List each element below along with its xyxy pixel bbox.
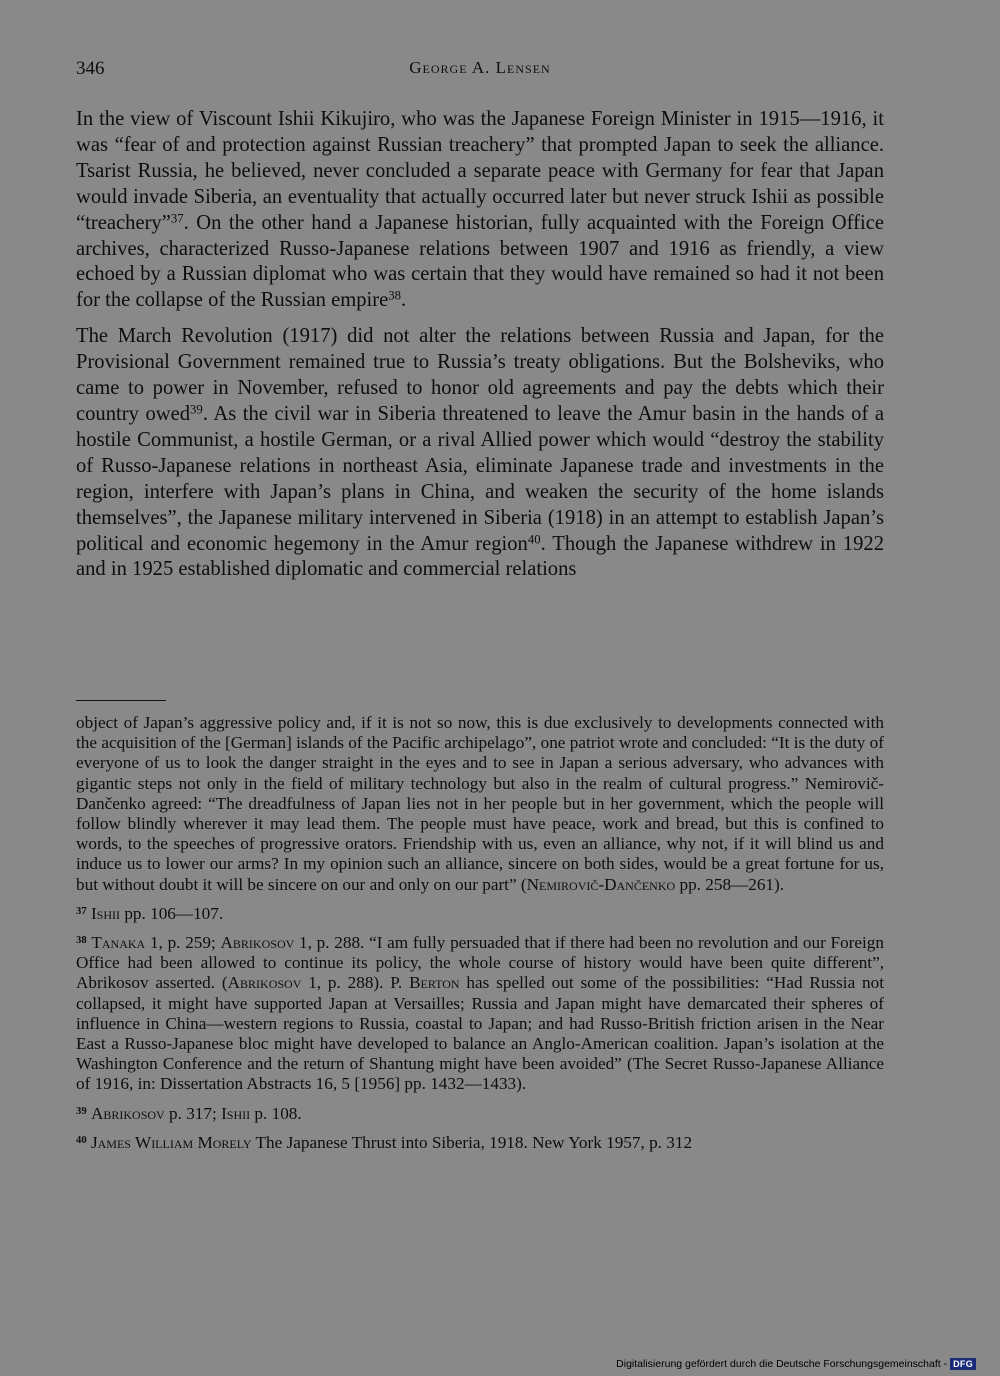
author-name: Tanaka [91, 933, 146, 953]
text-span: p. 317; [164, 1103, 222, 1123]
author-name: James William Morely [90, 1132, 252, 1152]
author-name: Ishii [90, 903, 121, 923]
text-span: In the view of Viscount Ishii Kikujiro, who was the Japanese Foreign Minister in 1915—1916, it was “fear of and protection against Russian treachery” that prompted Japan to seek the alliance. Tsarist Russia, he believed, never concluded a separate peace with Germany for fear that Japan would invade Siberia, an eventuality that actually occurred later but never struck Ishii as possible “treachery” [76, 108, 884, 234]
author-name: Abrikosov [227, 973, 302, 993]
text-span: pp. 258—261). [675, 874, 785, 894]
text-span: . On the other hand a Japanese historian, fully acquainted with the Foreign Office archives, characterized Russo-Japanese relations between 1907 and 1916 as friendly, a view echoed by a Russian diplomat who was certain that they would have remained so had it not been for the collapse of the Russian empire [76, 211, 884, 312]
text-span: 1, p. 259; [145, 933, 221, 953]
text-span: p. 108. [250, 1103, 302, 1123]
footnote-40 [76, 1133, 884, 1153]
page-number: 346 [76, 58, 105, 79]
footnote-ref-38: 38 [388, 288, 402, 303]
running-head: George A. Lensen [409, 58, 551, 77]
page-header [76, 58, 884, 84]
text-span: The Japanese Thrust into Siberia, 1918. New York 1957, p. 312 [251, 1132, 693, 1152]
footnote-ref-40: 40 [527, 532, 541, 547]
digitization-credit [616, 1358, 976, 1370]
text-span: object of Japan’s aggressive policy and, if it is not so now, this is due exclusively to developments connected with the acquisition of the [German] islands of the Pacific archipelago”, one patriot wrote and concluded: “It is the duty of everyone of us to look the danger straight in the eyes and to see in Japan a serious adversary, who advances with gigantic steps not only in the field of military technology but also in the realm of cultural progress.” Nemirovič-Dančenko agreed: “The dreadfulness of Japan lies not in her people but in her government, which the people will follow blindly wherever it may lead them. The people must have peace, work and bread, but this is confined to words, to the speeches of progressive orators. Friendship with us, even an alliance, why not, if it will blind us and induce us to lower our arms? In my opinion such an alliance, sincere on both sides, would be a great fortune for us, but without doubt it will be sincere on our and only on our part” ( [76, 713, 884, 894]
text-span: pp. 106—107. [120, 903, 224, 923]
author-name: Abrikosov [90, 1103, 165, 1123]
text-span: has spelled out some of the possibilities: “Had Russia not collapsed, it might have supported Japan at Versailles; Russia and Japan might have demarcated their spheres of influence in China—western regions to Russia, coastal to Japan; and had Russo-British friction arisen in the Near East a Russo-Japanese bloc might have developed to balance an Anglo-American coalition. Japan’s isolation at the Washington Conference and the return of Shantung might have been avoided” (The Secret Russo-Japanese Alliance of 1916, in: Dissertation Abstracts 16, 5 [1956] pp. 1432—1433). [76, 973, 884, 1094]
paragraph-2 [76, 324, 884, 583]
author-name: Ishii [221, 1103, 251, 1123]
text-span: . [401, 289, 407, 312]
footnote-number: 39 [76, 1105, 87, 1117]
main-text [76, 107, 884, 583]
text-span: 1, p. 288. “I am fully persuaded that if there had been no revolution and our Foreign Office had been allowed to continue its policy, the whole course of history would have been quite different”, Abrikosov asserted. ( [76, 933, 884, 993]
text-span: The March Revolution (1917) did not alter the relations between Russia and Japan, for the Provisional Government remained true to Russia’s treaty obligations. But the Bolsheviks, who came to power in November, refused to honor old agreements and pay the debts which their country owed [76, 325, 884, 425]
footnote-38 [76, 933, 884, 1095]
paragraph-1 [76, 107, 884, 314]
footnote-continuation [76, 713, 884, 895]
author-name: Abrikosov [220, 933, 295, 953]
footnote-number: 40 [76, 1135, 87, 1147]
text-span: . As the civil war in Siberia threatened to leave the Amur basin in the hands of a hostile Communist, a hostile German, or a rival Allied power which would “destroy the stability of Russo-Japanese relations in northeast Asia, eliminate Japanese trade and investments in the region, interfere with Japan’s plans in China, and weaken the security of the home islands themselves”, the Japanese military intervened in Siberia (1918) in an attempt to establish Japan’s political and economic hegemony in the Amur region [76, 402, 884, 555]
dfg-logo: DFG [950, 1358, 976, 1370]
footnote-ref-39: 39 [190, 402, 203, 417]
footnote-number: 37 [76, 906, 87, 918]
footnote-number: 38 [76, 935, 87, 947]
text-span: . Though the Japanese withdrew in 1922 and in 1925 established diplomatic and commercial relations [76, 532, 884, 581]
text-span: 1, p. 288). P. [301, 973, 410, 993]
footnotes [76, 713, 884, 1153]
footnote-37 [76, 904, 884, 924]
footnote-ref-37: 37 [170, 211, 184, 226]
author-name: Berton [409, 973, 460, 993]
author-name: Nemirovič-Dančenko [526, 874, 676, 894]
footnote-divider [76, 700, 166, 701]
credit-text: Digitalisierung gefördert durch die Deutsche Forschungsgemeinschaft - [616, 1358, 948, 1370]
footnote-39 [76, 1104, 884, 1124]
